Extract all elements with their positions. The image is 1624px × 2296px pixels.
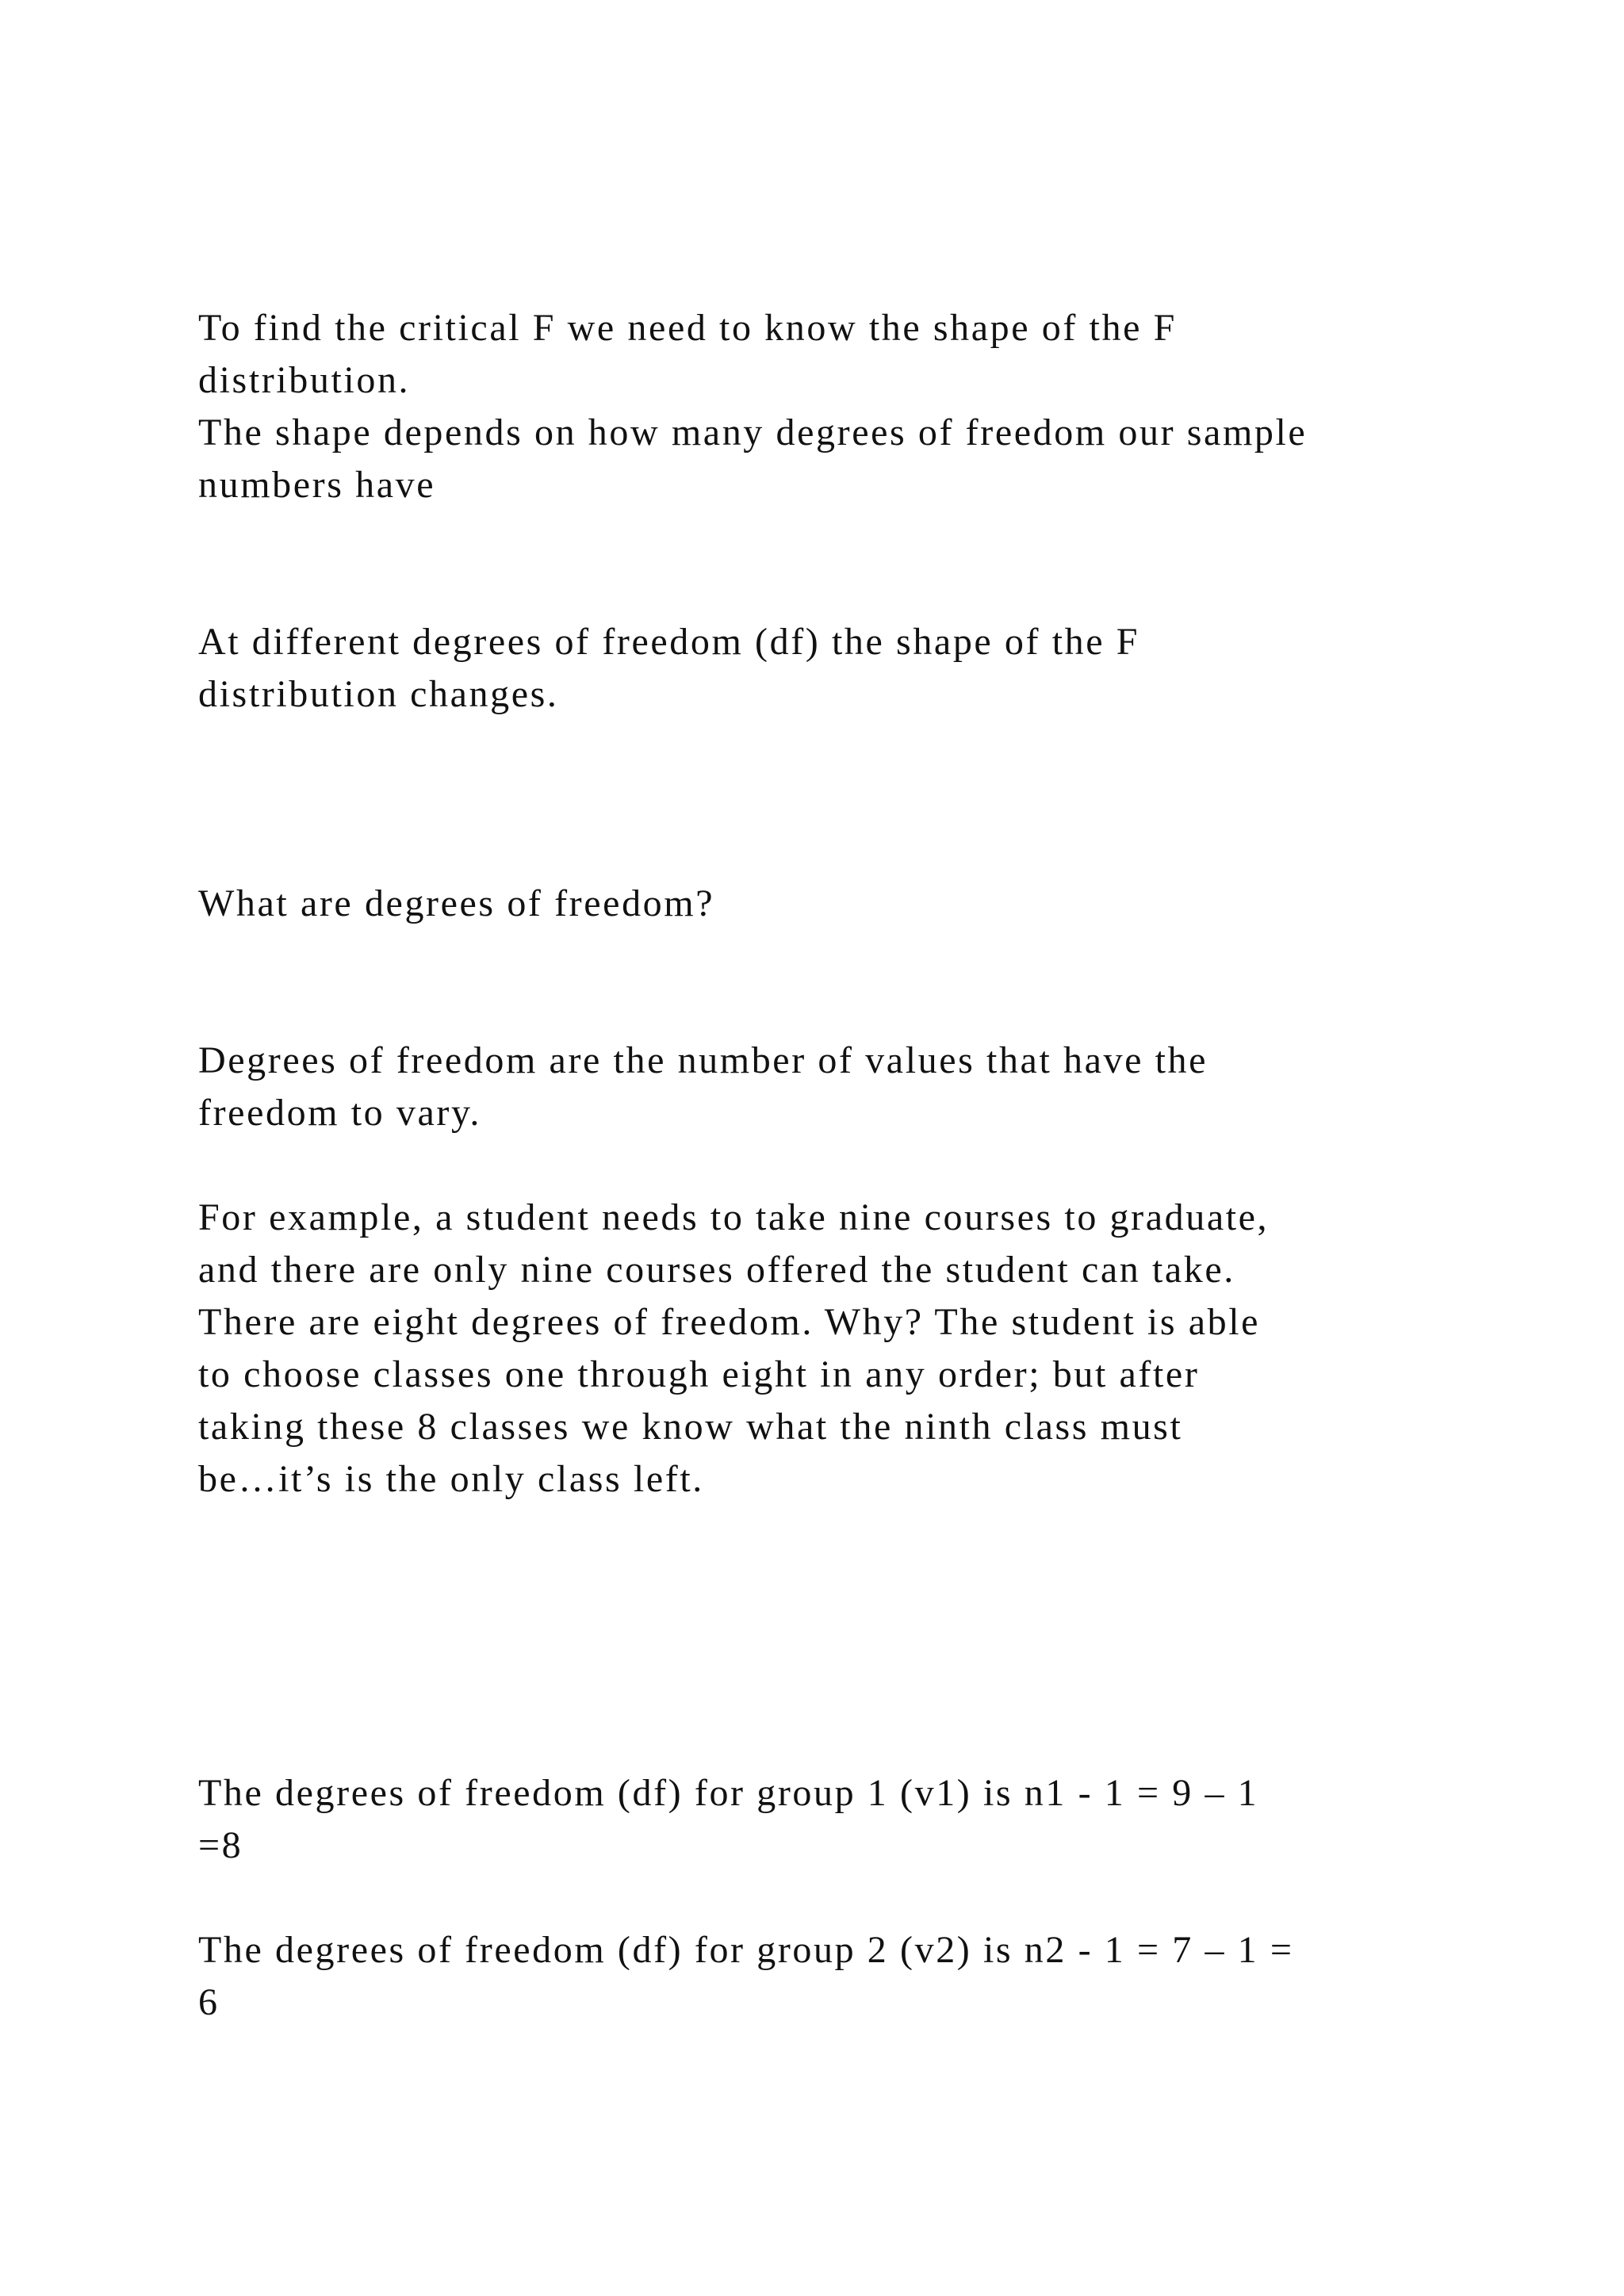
text-line: Degrees of freedom are the number of values that have the	[198, 1039, 1208, 1081]
text-line: be…it’s is the only class left.	[198, 1458, 704, 1500]
formula-line: =8	[198, 1824, 243, 1866]
section-question: What are degrees of freedom?	[198, 882, 715, 924]
text-line: There are eight degrees of freedom. Why? The student is able	[198, 1301, 1261, 1343]
formula-line: 6	[198, 1981, 220, 2023]
formula-line: The degrees of freedom (df) for group 1 (v1) is n1 - 1 = 9 – 1	[198, 1772, 1259, 1814]
formula-line: The degrees of freedom (df) for group 2 (v2) is n2 - 1 = 7 – 1 =	[198, 1929, 1294, 1971]
text-line: taking these 8 classes we know what the ninth class must	[198, 1406, 1183, 1448]
text-line: For example, a student needs to take nine courses to graduate,	[198, 1196, 1270, 1238]
text-line: freedom to vary.	[198, 1092, 482, 1134]
text-line: and there are only nine courses offered the student can take.	[198, 1249, 1235, 1291]
text-line: The shape depends on how many degrees of freedom our sample	[198, 411, 1308, 453]
text-line: distribution.	[198, 359, 411, 401]
text-line: numbers have	[198, 464, 436, 506]
text-line: to choose classes one through eight in any order; but after	[198, 1353, 1200, 1395]
text-line: To find the critical F we need to know the shape of the F	[198, 307, 1177, 349]
text-line: At different degrees of freedom (df) the shape of the F	[198, 621, 1140, 663]
text-line: distribution changes.	[198, 673, 559, 715]
